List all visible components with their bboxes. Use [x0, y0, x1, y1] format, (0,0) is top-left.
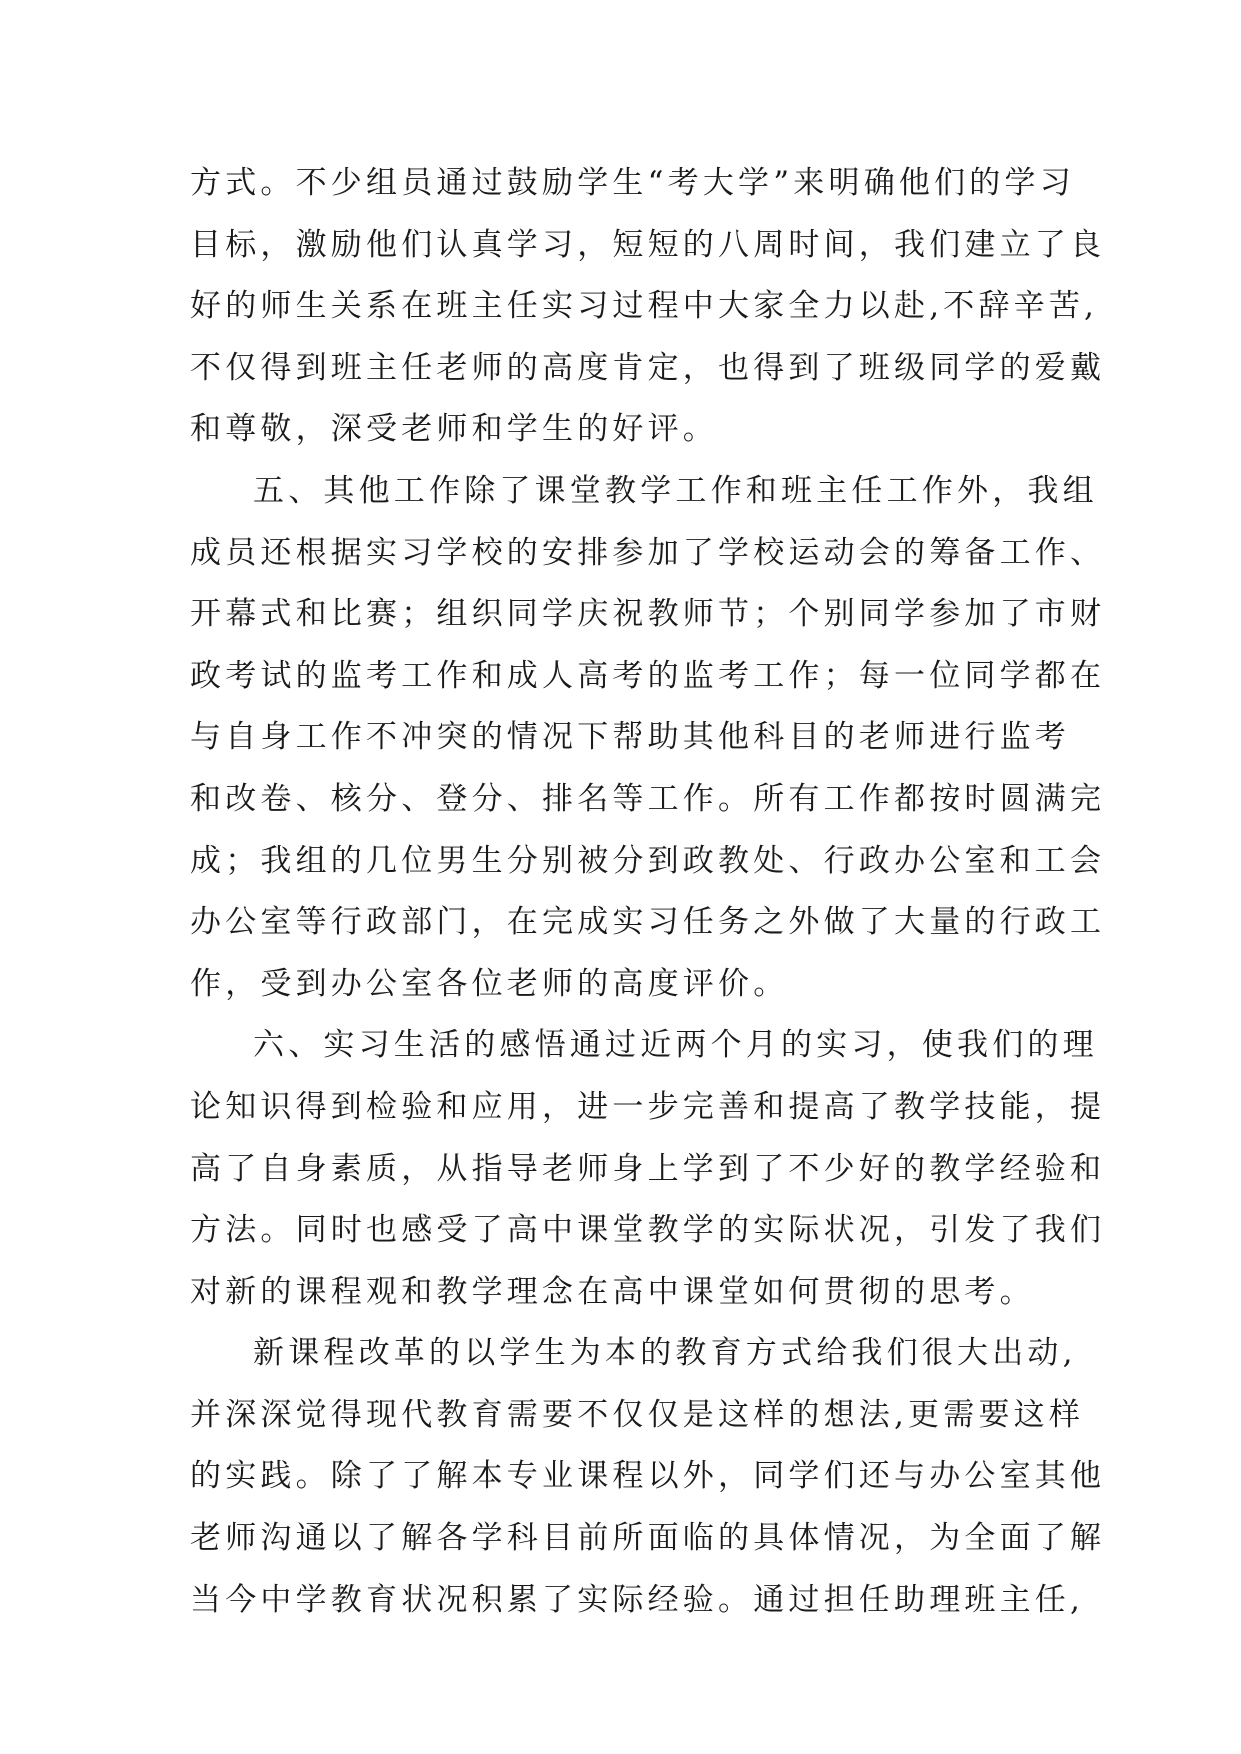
text-line: 并深深觉得现代教育需要不仅仅是这样的想法,更需要这样	[190, 1396, 1085, 1433]
paragraph-first-line: 五、其他工作除了课堂教学工作和班主任工作外，我组	[253, 472, 1098, 509]
text-line: 不仅得到班主任老师的高度肯定，也得到了班级同学的爱戴	[190, 349, 1106, 386]
text-line: 成；我组的几位男生分别被分到政教处、行政办公室和工会	[190, 842, 1106, 879]
text-line: 作，受到办公室各位老师的高度评价。	[190, 965, 789, 1002]
text-line: 的实践。除了了解本专业课程以外，同学们还与办公室其他	[190, 1458, 1106, 1495]
text-line: 开幕式和比赛；组织同学庆祝教师节；个别同学参加了市财	[190, 596, 1106, 633]
text-line: 与自身工作不冲突的情况下帮助其他科目的老师进行监考	[190, 719, 1070, 756]
text-line: 当今中学教育状况积累了实际经验。通过担任助理班主任,	[190, 1581, 1085, 1618]
text-line: 和改卷、核分、登分、排名等工作。所有工作都按时圆满完	[190, 780, 1106, 817]
text-line: 和尊敬，深受老师和学生的好评。	[190, 411, 718, 448]
text-line: 办公室等行政部门，在完成实习任务之外做了大量的行政工	[190, 904, 1106, 941]
text-line: 论知识得到检验和应用，进一步完善和提高了教学技能，提	[190, 1088, 1106, 1125]
text-line: 老师沟通以了解各学科目前所面临的具体情况，为全面了解	[190, 1520, 1106, 1557]
text-line: 好的师生关系在班主任实习过程中大家全力以赴,不辞辛苦,	[190, 288, 1099, 325]
body-text	[190, 159, 1106, 1637]
paragraph-first-line: 新课程改革的以学生为本的教育方式给我们很大出动,	[253, 1335, 1077, 1372]
text-line: 目标，激励他们认真学习，短短的八周时间，我们建立了良	[190, 226, 1106, 263]
text-line: 政考试的监考工作和成人高考的监考工作；每一位同学都在	[190, 657, 1106, 694]
paragraph-first-line: 六、实习生活的感悟通过近两个月的实习，使我们的理	[253, 1027, 1098, 1064]
text-line: 高了自身素质，从指导老师身上学到了不少好的教学经验和	[190, 1150, 1106, 1187]
text-line: 对新的课程观和教学理念在高中课堂如何贯彻的思考。	[190, 1273, 1035, 1310]
text-line: 方式。不少组员通过鼓励学生“考大学”来明确他们的学习	[190, 165, 1075, 201]
text-line: 方法。同时也感受了高中课堂教学的实际状况，引发了我们	[190, 1212, 1106, 1249]
text-line: 成员还根据实习学校的安排参加了学校运动会的筹备工作、	[190, 534, 1106, 571]
